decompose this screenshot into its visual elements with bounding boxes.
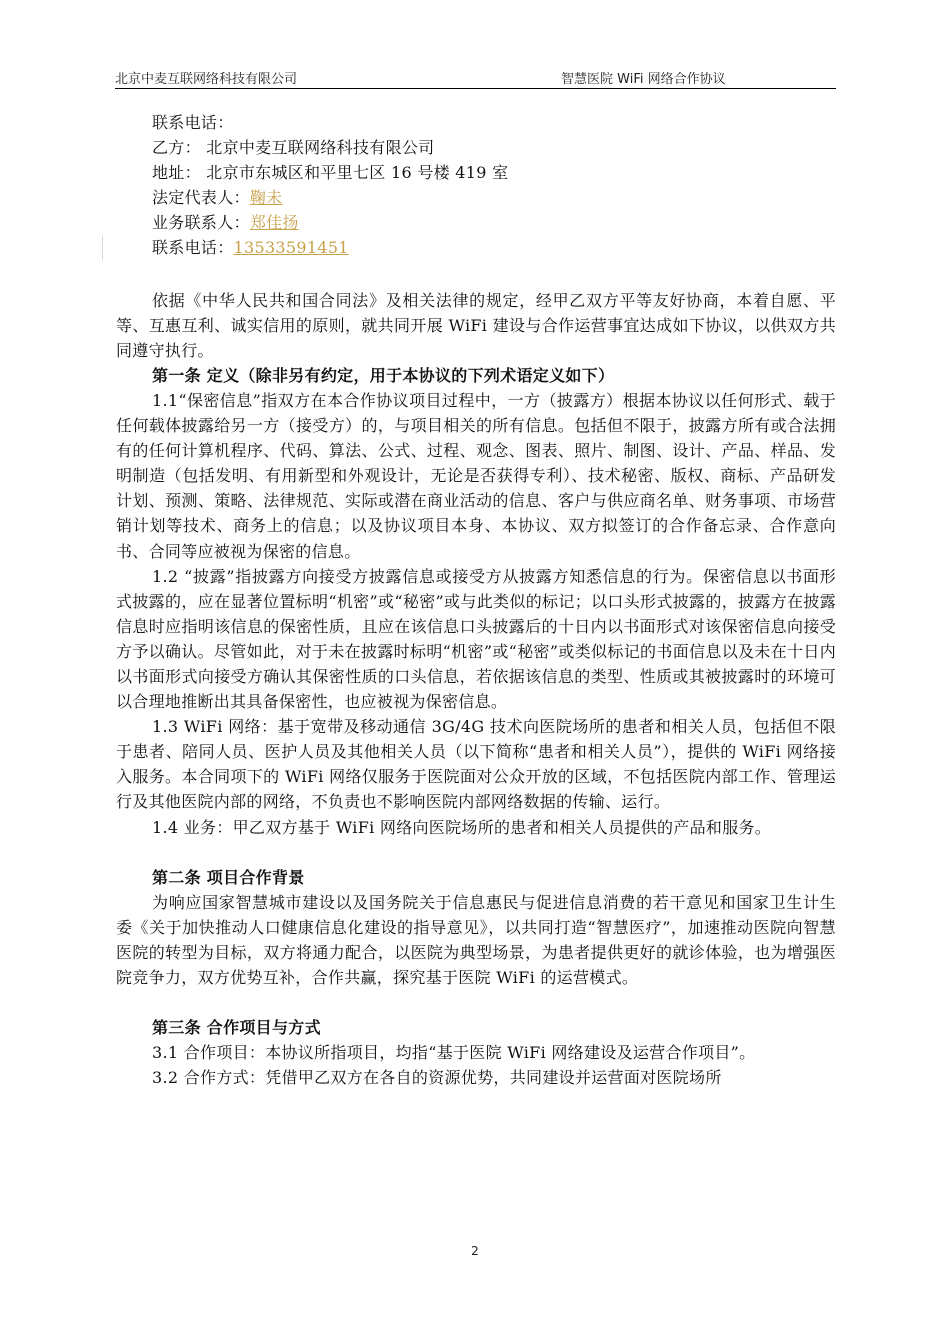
article2-heading: 第二条 项目合作背景 [152,867,305,887]
phone-line [116,235,836,260]
article3-p1: 3.1 合作项目：本协议所指项目，均指“基于医院 WiFi 网络建设及运营合作项目”。 [152,1043,756,1063]
contact-phone-line: 联系电话： [152,113,234,132]
article3-p2: 3.2 合作方式：凭借甲乙双方在各自的资源优势，共同建设并运营面对医院场所 [152,1068,722,1088]
header-company: 北京中麦互联网络科技有限公司 [115,72,298,87]
spacer [116,840,836,865]
article1-p3: 1.3 WiFi 网络：基于宽带及移动通信 3G/4G 技术向医院场所的患者和相关人员，包括但不限于患者、陪同人员、医护人员及其他相关人员（以下简称“患者和相关人员”），提供的 WiFi 网络接入服务。本合同项下的 WiFi 网络仅服务于医院面对公众开放的区域，不包括医院内部工作、管理运行及其他医院内部的网络，不负责也不影响医院内部网络数据的传输、运行。 [116,717,836,812]
page-number: 2 [471,1244,479,1258]
business-contact-line [116,210,836,235]
legal-rep-line [116,185,836,210]
article3-heading: 第三条 合作项目与方式 [152,1018,321,1038]
address-line: 地址： 北京市东城区和平里七区 16 号楼 419 室 [152,163,509,183]
intro-paragraph: 依据《中华人民共和国合同法》及相关法律的规定，经甲乙双方平等友好协商，本着自愿、平等、互惠互利、诚实信用的原则，就共同开展 WiFi 建设与合作运营事宜达成如下协议，以供双方共同遵守执行。 [116,290,836,360]
spacer [116,261,836,288]
margin-bar [102,236,103,260]
business-contact-value: 郑佳扬 [249,213,299,233]
business-contact-label: 业务联系人： [152,213,250,233]
article1-heading: 第一条 定义（除非另有约定，用于本协议的下列术语定义如下） [152,365,615,385]
article1-p4: 1.4 业务：甲乙双方基于 WiFi 网络向医院场所的患者和相关人员提供的产品和服务。 [152,817,772,837]
phone-value: 13533591451 [233,238,349,258]
legal-rep-label: 法定代表人： [152,188,250,208]
article1-p1: 1.1“保密信息”指双方在本合作协议项目过程中，一方（披露方）根据本协议以任何形式、载于任何载体披露给另一方（接受方）的，与项目相关的所有信息。包括但不限于，披露方所有或合法拥有的任何计算机程序、代码、算法、公式、过程、观念、图表、照片、制图、设计、产品、样品、发明制造（包括发明、有用新型和外观设计，无论是否获得专利）、技术秘密、版权、商标、产品研发计划、预测、策略、法律规范、实际或潜在商业活动的信息、客户与供应商名单、财务事项、市场营销计划等技术、商务上的信息；以及协议项目本身、本协议、双方拟签订的合作备忘录、合作意向书、合同等应被视为保密的信息。 [116,390,836,561]
document-body [116,110,836,1090]
article2-p1: 为响应国家智慧城市建设以及国务院关于信息惠民与促进信息消费的若干意见和国家卫生计生委《关于加快推动人口健康信息化建设的指导意见》，以共同打造“智慧医疗”，加速推动医院向智慧医院的转型为目标，双方将通力配合，以医院为典型场景，为患者提供更好的就诊体验，也为增强医院竞争力，双方优势互补，合作共赢，探究基于医院 WiFi 的运营模式。 [116,892,836,987]
spacer [116,990,836,1015]
phone-label: 联系电话： [152,238,234,258]
header-doc-title: 智慧医院 WiFi 网络合作协议 [561,72,726,87]
page-header [115,66,836,89]
article1-p2: 1.2 “披露”指披露方向接受方披露信息或接受方从披露方知悉信息的行为。保密信息以书面形式披露的，应在显著位置标明“机密”或“秘密”或与此类似的标记；以口头形式披露的，披露方在披露信息时应指明该信息的保密性质，且应在该信息口头披露后的十日内以书面形式对该保密信息向接受方予以确认。尽管如此，对于未在披露时标明“机密”或“秘密”或类似标记的书面信息以及未在十日内以书面形式向接受方确认其保密性质的口头信息，若依据该信息的类型、性质或其被披露时的环境可以合理地推断出其具备保密性，也应被视为保密信息。 [116,566,836,712]
party-b-line: 乙方： 北京中麦互联网络科技有限公司 [152,138,435,158]
legal-rep-value: 鞠未 [249,188,283,208]
